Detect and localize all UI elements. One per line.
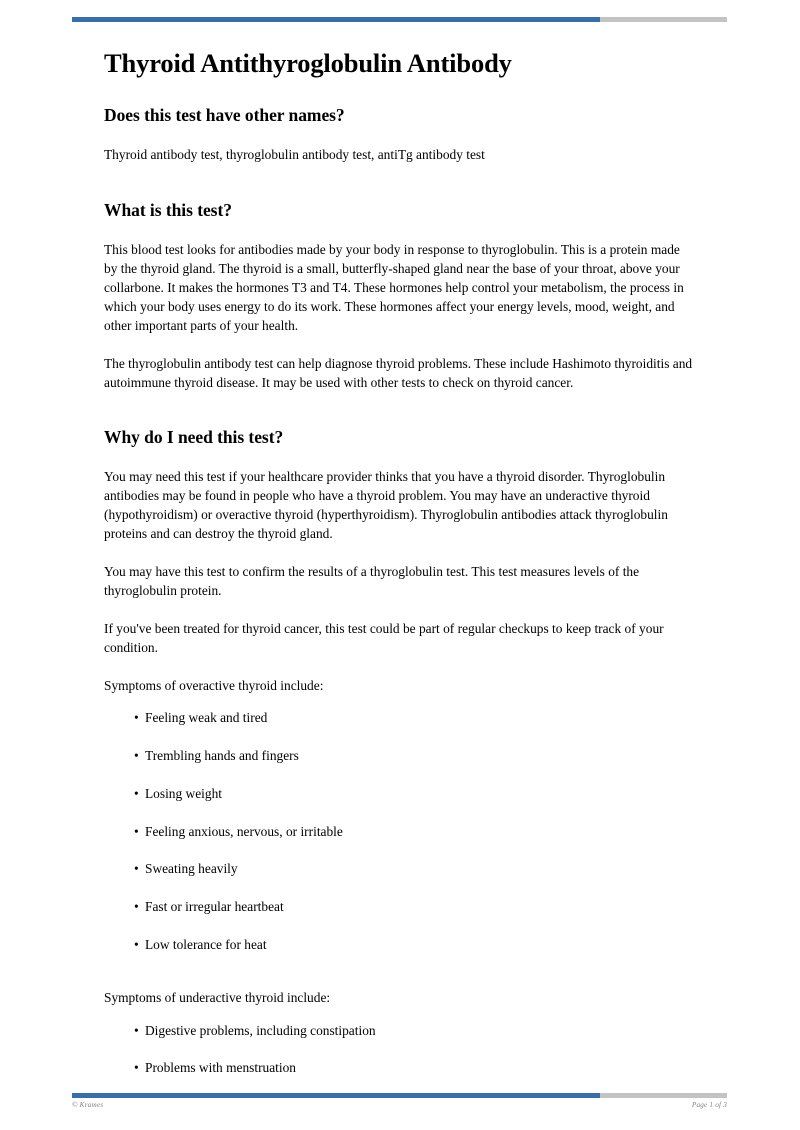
footer-rule [72, 1093, 727, 1098]
bullet-icon: • [134, 1022, 139, 1038]
list-item [104, 747, 696, 766]
overactive-symptoms-list [104, 709, 696, 954]
section-spacer [104, 411, 696, 427]
bullet-icon: • [134, 861, 139, 877]
header-rule [72, 17, 727, 22]
footer-rule-gray-segment [600, 1093, 727, 1098]
list-item-label: Digestive problems, including constipation [145, 1022, 376, 1038]
copyright-notice: © Krames [72, 1101, 104, 1109]
header-rule-blue-segment [72, 17, 600, 22]
underactive-symptoms-list [104, 1022, 696, 1079]
overactive-symptoms-lead-in: Symptoms of overactive thyroid include: [104, 677, 324, 693]
bullet-icon: • [134, 823, 139, 839]
list-item [104, 823, 696, 842]
why-need-test-paragraph-2: You may have this test to confirm the results of a thyroglobulin test. This test measures levels of the thyroglobulin protein. [104, 563, 640, 598]
list-item [104, 1022, 696, 1041]
section-heading-other-names: Does this test have other names? [104, 105, 345, 126]
list-item-label: Losing weight [145, 785, 222, 801]
list-item [104, 709, 696, 728]
list-item-label: Problems with menstruation [145, 1060, 297, 1076]
why-need-test-paragraph-1: You may need this test if your healthcare provider thinks that you have a thyroid disorder. Thyroglobulin antibodies may be found in people who have a thyroid problem. You may have an underactive thyroid (hypothyroidism) or overactive thyroid (hyperthyroidism). Thyroglobulin antibodies attack thyroglobulin proteins and can destroy the thyroid gland. [104, 469, 668, 542]
list-item-label: Fast or irregular heartbeat [145, 899, 284, 915]
other-names-paragraph: Thyroid antibody test, thyroglobulin antibody test, antiTg antibody test [104, 147, 485, 163]
list-item [104, 785, 696, 804]
page-number: Page 1 of 3 [691, 1101, 727, 1109]
bullet-icon: • [134, 785, 139, 801]
header-rule-gray-segment [600, 17, 727, 22]
section-spacer [104, 184, 696, 200]
bullet-icon: • [134, 899, 139, 915]
list-item-label: Feeling weak and tired [145, 710, 268, 726]
what-is-test-paragraph-2: The thyroglobulin antibody test can help diagnose thyroid problems. These include Hashimoto thyroiditis and autoimmune thyroid disease. It may be used with other tests to check on thyroid cancer. [104, 355, 693, 390]
list-item [104, 936, 696, 955]
list-spacer [104, 969, 696, 989]
list-item [104, 898, 696, 917]
section-heading-what-is-test: What is this test? [104, 200, 232, 221]
what-is-test-paragraph-1: This blood test looks for antibodies made by your body in response to thyroglobulin. This is a protein made by the thyroid gland. The thyroid is a small, butterfly-shaped gland near the base of your throat, above your collarbone. It makes the hormones T3 and T4. These hormones help control your metabolism, the process in which your body uses energy to do its work. These hormones affect your energy levels, mood, weight, and other important parts of your health. [104, 242, 684, 333]
underactive-symptoms-lead-in: Symptoms of underactive thyroid include: [104, 989, 331, 1005]
list-item-label: Low tolerance for heat [145, 937, 267, 952]
bullet-icon: • [134, 1060, 139, 1076]
bullet-icon: • [134, 748, 139, 764]
footer-rule-blue-segment [72, 1093, 600, 1098]
list-item-label: Sweating heavily [145, 861, 238, 877]
list-item-label: Feeling anxious, nervous, or irritable [145, 823, 343, 839]
page-footer [72, 1101, 727, 1109]
bullet-icon: • [134, 710, 139, 726]
list-item [104, 860, 696, 879]
why-need-test-paragraph-3: If you've been treated for thyroid cancer, this test could be part of regular checkups to keep track of your condition. [104, 620, 664, 655]
bullet-icon: • [134, 937, 139, 952]
page-title: Thyroid Antithyroglobulin Antibody [104, 48, 512, 78]
document-content [104, 48, 696, 1092]
section-heading-why-need-test: Why do I need this test? [104, 427, 284, 448]
list-item [104, 1059, 696, 1078]
list-item-label: Trembling hands and fingers [145, 748, 299, 764]
